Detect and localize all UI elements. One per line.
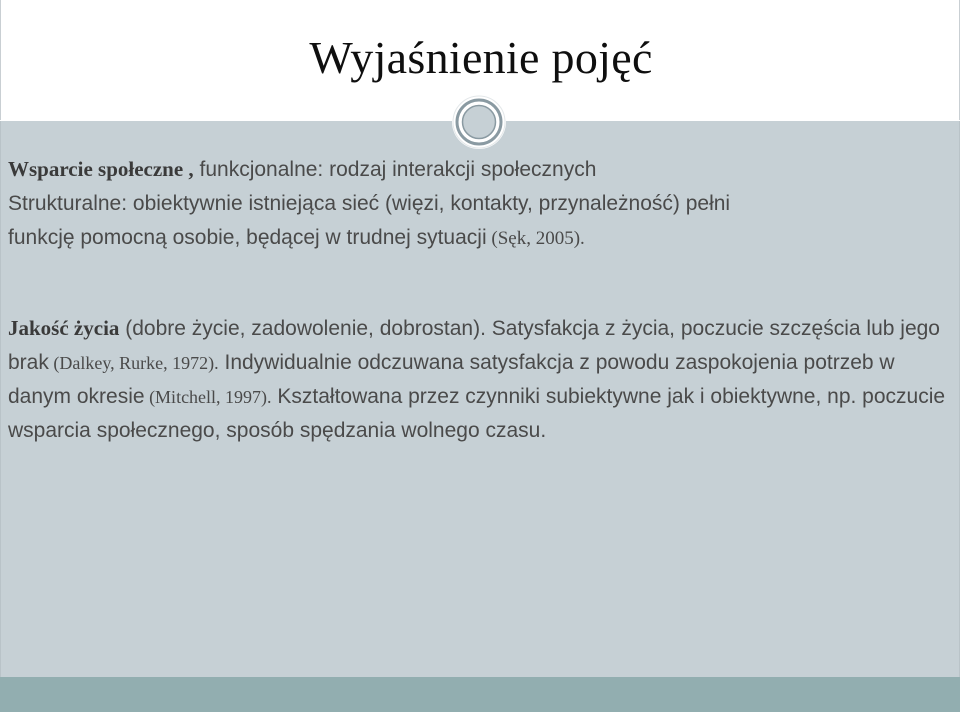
- p2-text-2: Indywidualnie odczuwana satysfakcja z powodu zaspokojenia potrzeb w danym okresie: [8, 351, 895, 408]
- p1-line3-text: funkcję pomocną osobie, będącej w trudnej sytuacji: [8, 226, 487, 249]
- citation-mitchell: (Mitchell, 1997).: [144, 387, 272, 407]
- slide-title: Wyjaśnienie pojęć: [309, 32, 653, 83]
- p1-line2-text: Strukturalne: obiektywnie istniejąca sieć (więzi, kontakty, przynależność) pełni: [8, 192, 731, 215]
- term-social-support: Wsparcie społeczne ,: [8, 157, 194, 181]
- circle-ornament-icon: [452, 95, 506, 149]
- term-quality-of-life: Jakość życia: [8, 316, 120, 340]
- citation-sek: (Sęk, 2005): [486, 228, 581, 249]
- p2-text-1: (dobre życie, zadowolenie, dobrostan). Satysfakcja z życia, poczucie szczęścia lub jego brak: [8, 317, 940, 374]
- footer-bar: [0, 677, 960, 712]
- p1-line1-text: funkcjonalne: rodzaj interakcji społecznych: [193, 158, 597, 181]
- quality-of-life-paragraph: [8, 311, 948, 448]
- citation-dalkey: (Dalkey, Rurke, 1972).: [48, 353, 219, 373]
- social-support-paragraph: [8, 152, 948, 256]
- p2-text-3: Kształtowana przez czynniki subiektywne jak i obiektywne, np. poczucie wsparcia społecznego, sposób spędzania wolnego czasu.: [8, 385, 946, 442]
- p1-end: .: [580, 228, 585, 249]
